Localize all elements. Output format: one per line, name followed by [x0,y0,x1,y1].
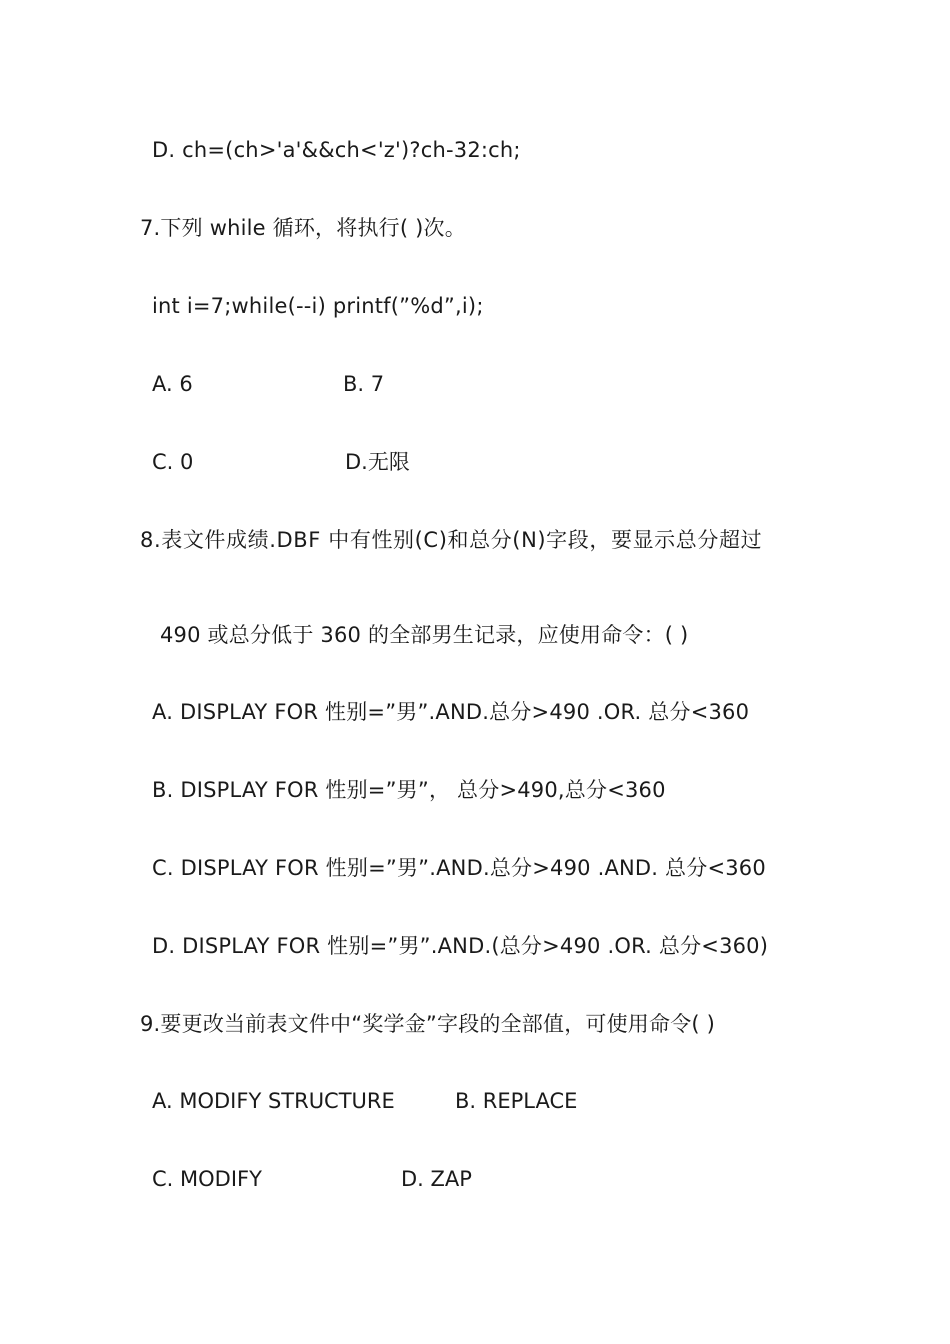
question-8-option-d: D. DISPLAY FOR 性别=”男”.AND.(总分>490 .OR. 总分<360) [152,934,769,958]
question-7-option-b: B. 7 [343,372,385,396]
question-9-option-b: B. REPLACE [455,1089,578,1113]
question-8-option-c: C. DISPLAY FOR 性别=”男”.AND.总分>490 .AND. 总分<360 [152,856,766,880]
question-7-option-c: C. 0 [152,450,194,474]
question-7-stem: 7.下列 while 循环，将执行( )次。 [140,216,466,240]
question-8-stem-line-1: 8.表文件成绩.DBF 中有性别(C)和总分(N)字段，要显示总分超过 [140,528,763,552]
question-9-option-a: A. MODIFY STRUCTURE [152,1089,395,1113]
previous-question-option-d: D. ch=(ch>'a'&&ch<'z')?ch-32:ch; [152,138,521,162]
question-9-option-d: D. ZAP [401,1167,472,1191]
question-8-option-b: B. DISPLAY FOR 性别=”男”， 总分>490,总分<360 [152,778,666,802]
question-7-code: int i=7;while(--i) printf(”%d”,i); [152,294,484,318]
question-8-option-a: A. DISPLAY FOR 性别=”男”.AND.总分>490 .OR. 总分<360 [152,700,750,724]
question-8-stem-line-2: 490 或总分低于 360 的全部男生记录，应使用命令：( ) [160,623,689,647]
question-7-option-a: A. 6 [152,372,193,396]
question-9-stem: 9.要更改当前表文件中“奖学金”字段的全部值，可使用命令( ) [140,1012,716,1036]
question-7-option-d: D.无限 [345,450,410,474]
question-9-option-c: C. MODIFY [152,1167,262,1191]
